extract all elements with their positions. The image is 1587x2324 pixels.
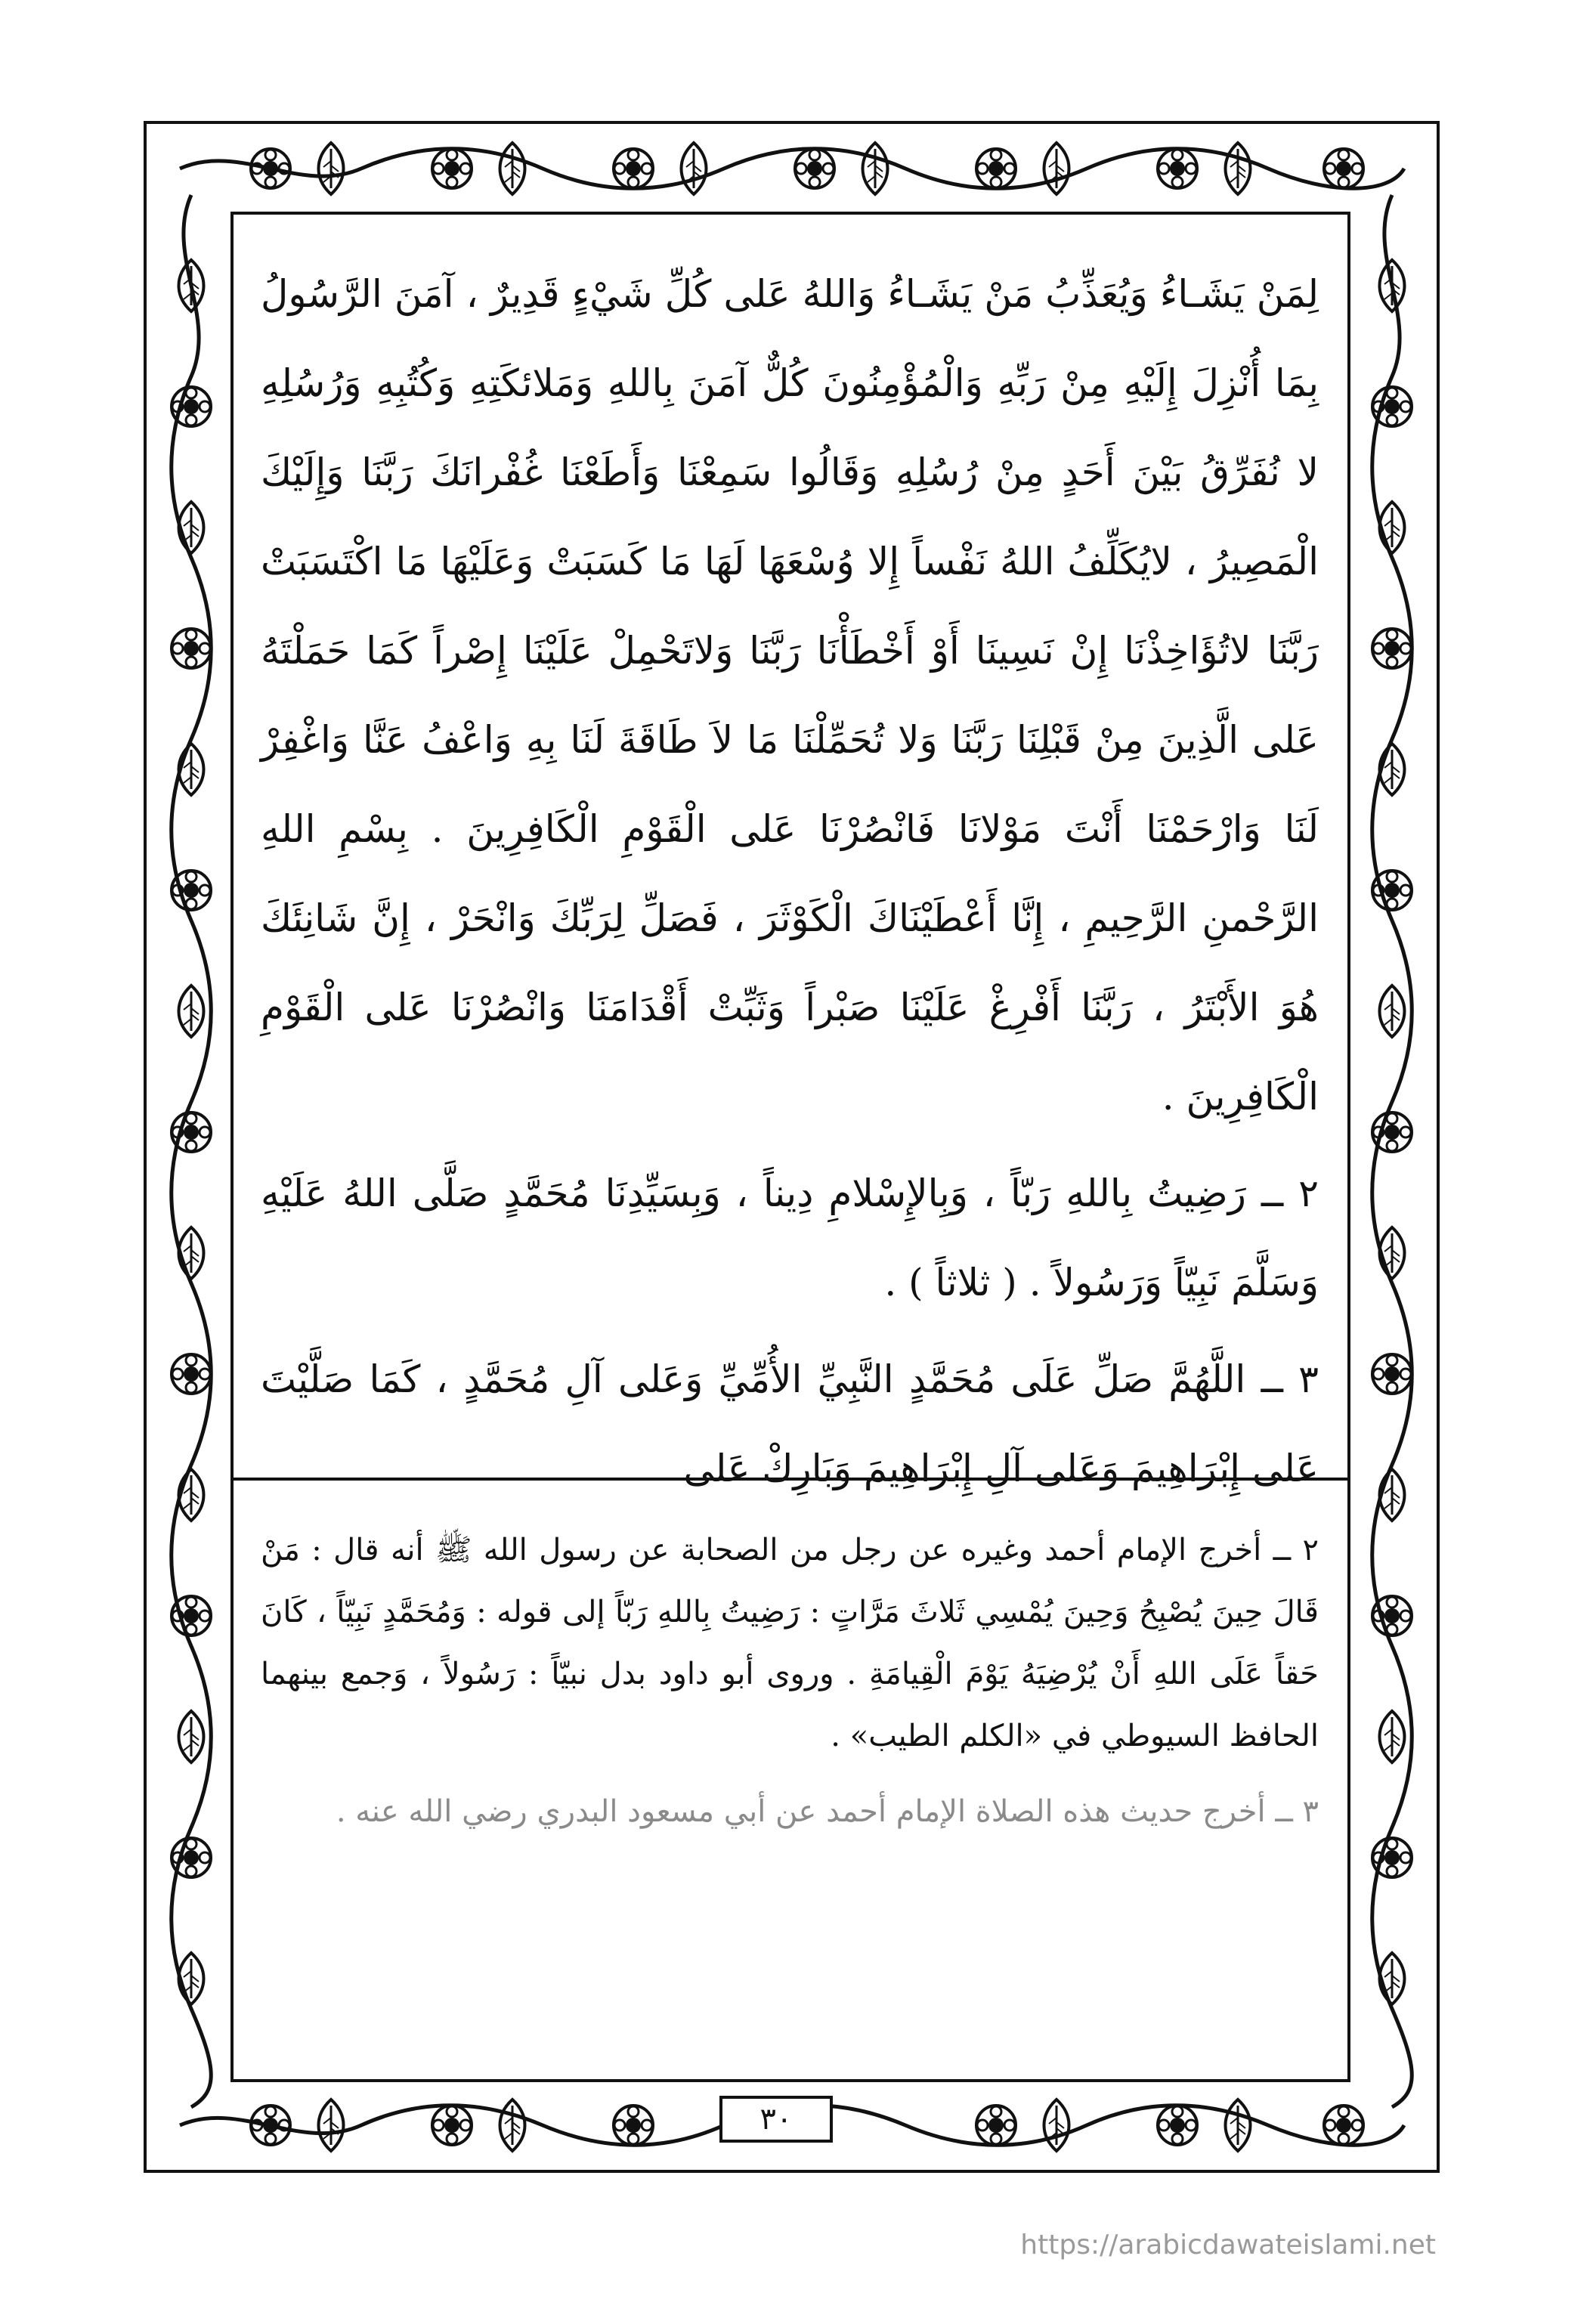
watermark-url: https://arabicdawateislami.net — [1020, 2230, 1436, 2261]
main-paragraph-3: ٣ ــ اللَّهُمَّ صَلِّ عَلَى مُحَمَّدٍ النَّبِيِّ الأُمِّيِّ وَعَلى آلِ مُحَمَّدٍ ، كَمَا صَلَّيْتَ عَلى إِبْرَاهِيمَ وَعَلى آلِ إِبْرَاهِيمَ وَبَارِكْ عَلى — [261, 1357, 1319, 1490]
footnotes — [261, 1519, 1319, 1843]
page-number: ٣٠ — [719, 2096, 833, 2143]
footnote-divider — [230, 1478, 1350, 1481]
footnote-2: ٢ ــ أخرج الإمام أحمد وغيره عن رجل من الصحابة عن رسول الله ﷺ أنه قال : مَنْ قَالَ حِينَ يُصْبِحُ وَحِينَ يُمْسِي ثَلاثَ مَرَّاتٍ : رَضِيتُ بِاللهِ رَبّاً إلى قوله : وَمُحَمَّدٍ نَبِيّاً ، كَانَ حَقاً عَلَى اللهِ أَنْ يُرْضِيَهُ يَوْمَ الْقِيامَةِ . وروى أبو داود بدل نبيّاً : رَسُولاً ، وَجمع بينهما الحافظ السيوطي في «الكلم الطيب» . — [261, 1533, 1319, 1753]
footnote-3: ٣ ــ أخرج حديث هذه الصلاة الإمام أحمد عن أبي مسعود البدري رضي الله عنه . — [336, 1794, 1319, 1829]
main-text — [261, 249, 1319, 1513]
main-paragraph-2: ٢ ــ رَضِيتُ بِاللهِ رَبّاً ، وَبِالإِسْلامِ دِيناً ، وَبِسَيِّدِنَا مُحَمَّدٍ صَلَّى اللهُ عَلَيْهِ وَسَلَّمَ نَبِيّاً وَرَسُولاً . ( ثلاثاً ) . — [261, 1171, 1319, 1304]
main-paragraph-1: لِمَنْ يَشَـاءُ وَيُعَذِّبُ مَنْ يَشَـاءُ وَاللهُ عَلى كُلِّ شَيْءٍ قَدِيرٌ ، آمَنَ الرَّسُولُ بِمَا أُنْزِلَ إِلَيْهِ مِنْ رَبِّهِ وَالْمُؤْمِنُونَ كُلٌّ آمَنَ بِاللهِ وَمَلائكَتِهِ وَكُتُبِهِ وَرُسُلِهِ لا نُفَرِّقُ بَيْنَ أَحَدٍ مِنْ رُسُلِهِ وَقَالُوا سَمِعْنَا وَأَطَعْنَا غُفْرانَكَ رَبَّنَا وَإِلَيْكَ الْمَصِيرُ ، لايُكَلِّفُ اللهُ نَفْساً إِلا وُسْعَهَا لَهَا مَا كَسَبَتْ وَعَلَيْهَا مَا اكْتَسَبَتْ رَبَّنَا لاتُؤَاخِذْنَا إِنْ نَسِينَا أَوْ أَخْطَأْنَا رَبَّنَا وَلاتَحْمِلْ عَلَيْنَا إِصْراً كَمَا حَمَلْتَهُ عَلى الَّذِينَ مِنْ قَبْلِنَا رَبَّنَا وَلا تُحَمِّلْنَا مَا لاَ طَاقَةَ لَنَا بِهِ وَاعْفُ عَنَّا وَاغْفِرْ لَنَا وَارْحَمْنَا أَنْتَ مَوْلانَا فَانْصُرْنَا عَلى الْقَوْمِ الْكَافِرِينَ . بِسْمِ اللهِ الرَّحْمنِ الرَّحِيمِ ، إِنَّا أَعْطَيْنَاكَ الْكَوْثَرَ ، فَصَلِّ لِرَبِّكَ وَانْحَرْ ، إِنَّ شَانِئَكَ هُوَ الأَبْتَرُ ، رَبَّنَا أَفْرِغْ عَلَيْنَا صَبْراً وَثَبِّتْ أَقْدَامَنَا وَانْصُرْنَا عَلى الْقَوْمِ الْكَافِرِينَ . — [261, 272, 1319, 1119]
